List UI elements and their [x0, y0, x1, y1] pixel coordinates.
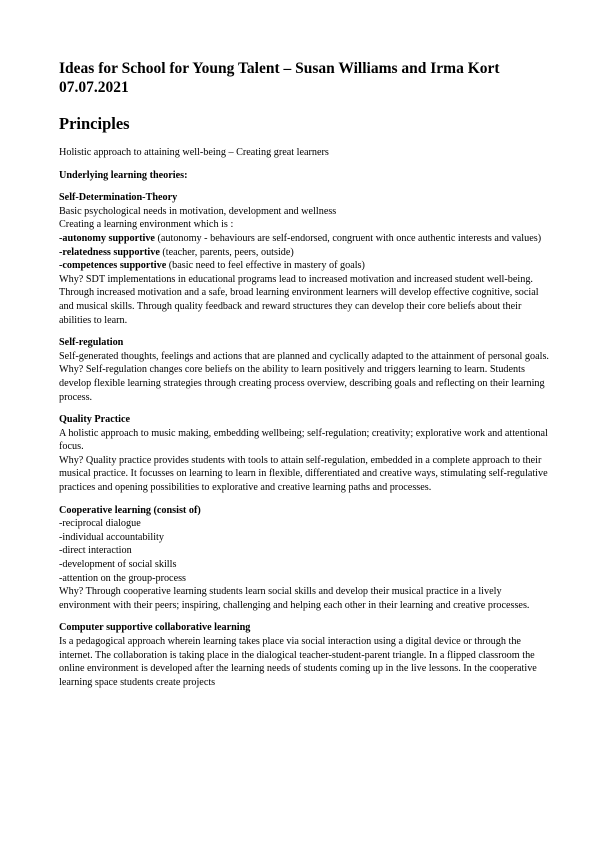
sdt-item-term: -relatedness supportive: [59, 246, 160, 258]
cooperative-heading: Cooperative learning (consist of): [59, 504, 201, 516]
section-heading-principles: Principles: [59, 114, 130, 133]
title-line-1: Ideas for School for Young Talent – Susan Williams and Irma Kort: [59, 60, 500, 77]
intro-text: Holistic approach to attaining well-being – Creating great learners: [59, 147, 329, 158]
document-title: [59, 59, 559, 97]
sdt-item-term: -autonomy supportive: [59, 232, 155, 244]
cooperative-why: Why? Through cooperative learning students learn social skills and develop their musical practice in a lively environment with their peers; inspiring, challenging and helping each other in their learning and creative processes.: [59, 586, 530, 611]
quality-practice-heading: Quality Practice: [59, 414, 131, 426]
sdt-item-desc: (autonomy - behaviours are self-endorsed, congruent with once authentic interests and values): [154, 232, 542, 244]
sdt-item-desc: (teacher, parents, peers, outside): [159, 246, 294, 258]
cooperative-list-item: -direct interaction: [59, 545, 132, 557]
cooperative-list-item: -reciprocal dialogue: [59, 518, 141, 530]
self-regulation-heading: Self-regulation: [59, 337, 124, 349]
cscl-heading: Computer supportive collaborative learning: [59, 622, 251, 634]
self-regulation-text: Self-generated thoughts, feelings and actions that are planned and cyclically adapted to the attainment of personal goals.: [59, 350, 549, 362]
cooperative-list-item: -development of social skills: [59, 559, 177, 571]
cscl-text: Is a pedagogical approach wherein learning takes place via social interaction using a digital device or through the internet. The collaboration is taking place in the dialogical teacher-student-parent triangle. In a flipped classroom the online environment is developed after the learning needs of students coming up in the live lessons. In the cooperative learning space students create projects: [59, 636, 537, 688]
quality-practice-why: Why? Quality practice provides students with tools to attain self-regulation, embedded in a complete approach to their musical practice. It focusses on learning to learn in flexible, differentiated and creative ways, stimulating self-regulative practices and opening possibilities to explorative and creative learning paths and processes.: [59, 454, 548, 494]
title-date: 07.07.2021: [59, 79, 129, 96]
sdt-item-desc: (basic need to feel effective in mastery of goals): [166, 260, 365, 272]
sdt-line-1: Basic psychological needs in motivation, development and wellness: [59, 205, 337, 217]
document-body: [59, 146, 549, 689]
quality-practice-text: A holistic approach to music making, embedding wellbeing; self-regulation; creativity; explorative work and attentional focus.: [59, 427, 548, 453]
sdt-line-2: Creating a learning environment which is :: [59, 219, 234, 231]
self-regulation-why: Why? Self-regulation changes core beliefs on the ability to learn positively and triggers learning to learn. Students develop flexible learning strategies through creating process overview, describing goals and reflecting on their learning process.: [59, 364, 545, 403]
cooperative-list-item: -individual accountability: [59, 531, 164, 543]
sdt-heading: Self-Determination-Theory: [59, 192, 178, 204]
cooperative-list-item: -attention on the group-process: [59, 572, 187, 584]
sdt-item-relatedness: [59, 246, 549, 260]
sdt-item-competences: [59, 259, 549, 273]
sdt-why: Why? SDT implementations in educational programs lead to increased motivation and increased student well-being. Through increased motivation and a safe, broad learning environment learners will develop effective cognitive, social and musical skills. Through quality feedback and reward structures they can develop their core beliefs about their abilities to learn.: [59, 273, 539, 326]
underlying-theories-heading: Underlying learning theories:: [59, 169, 188, 181]
sdt-item-term: -competences supportive: [59, 260, 167, 272]
sdt-item-autonomy: [59, 232, 549, 246]
